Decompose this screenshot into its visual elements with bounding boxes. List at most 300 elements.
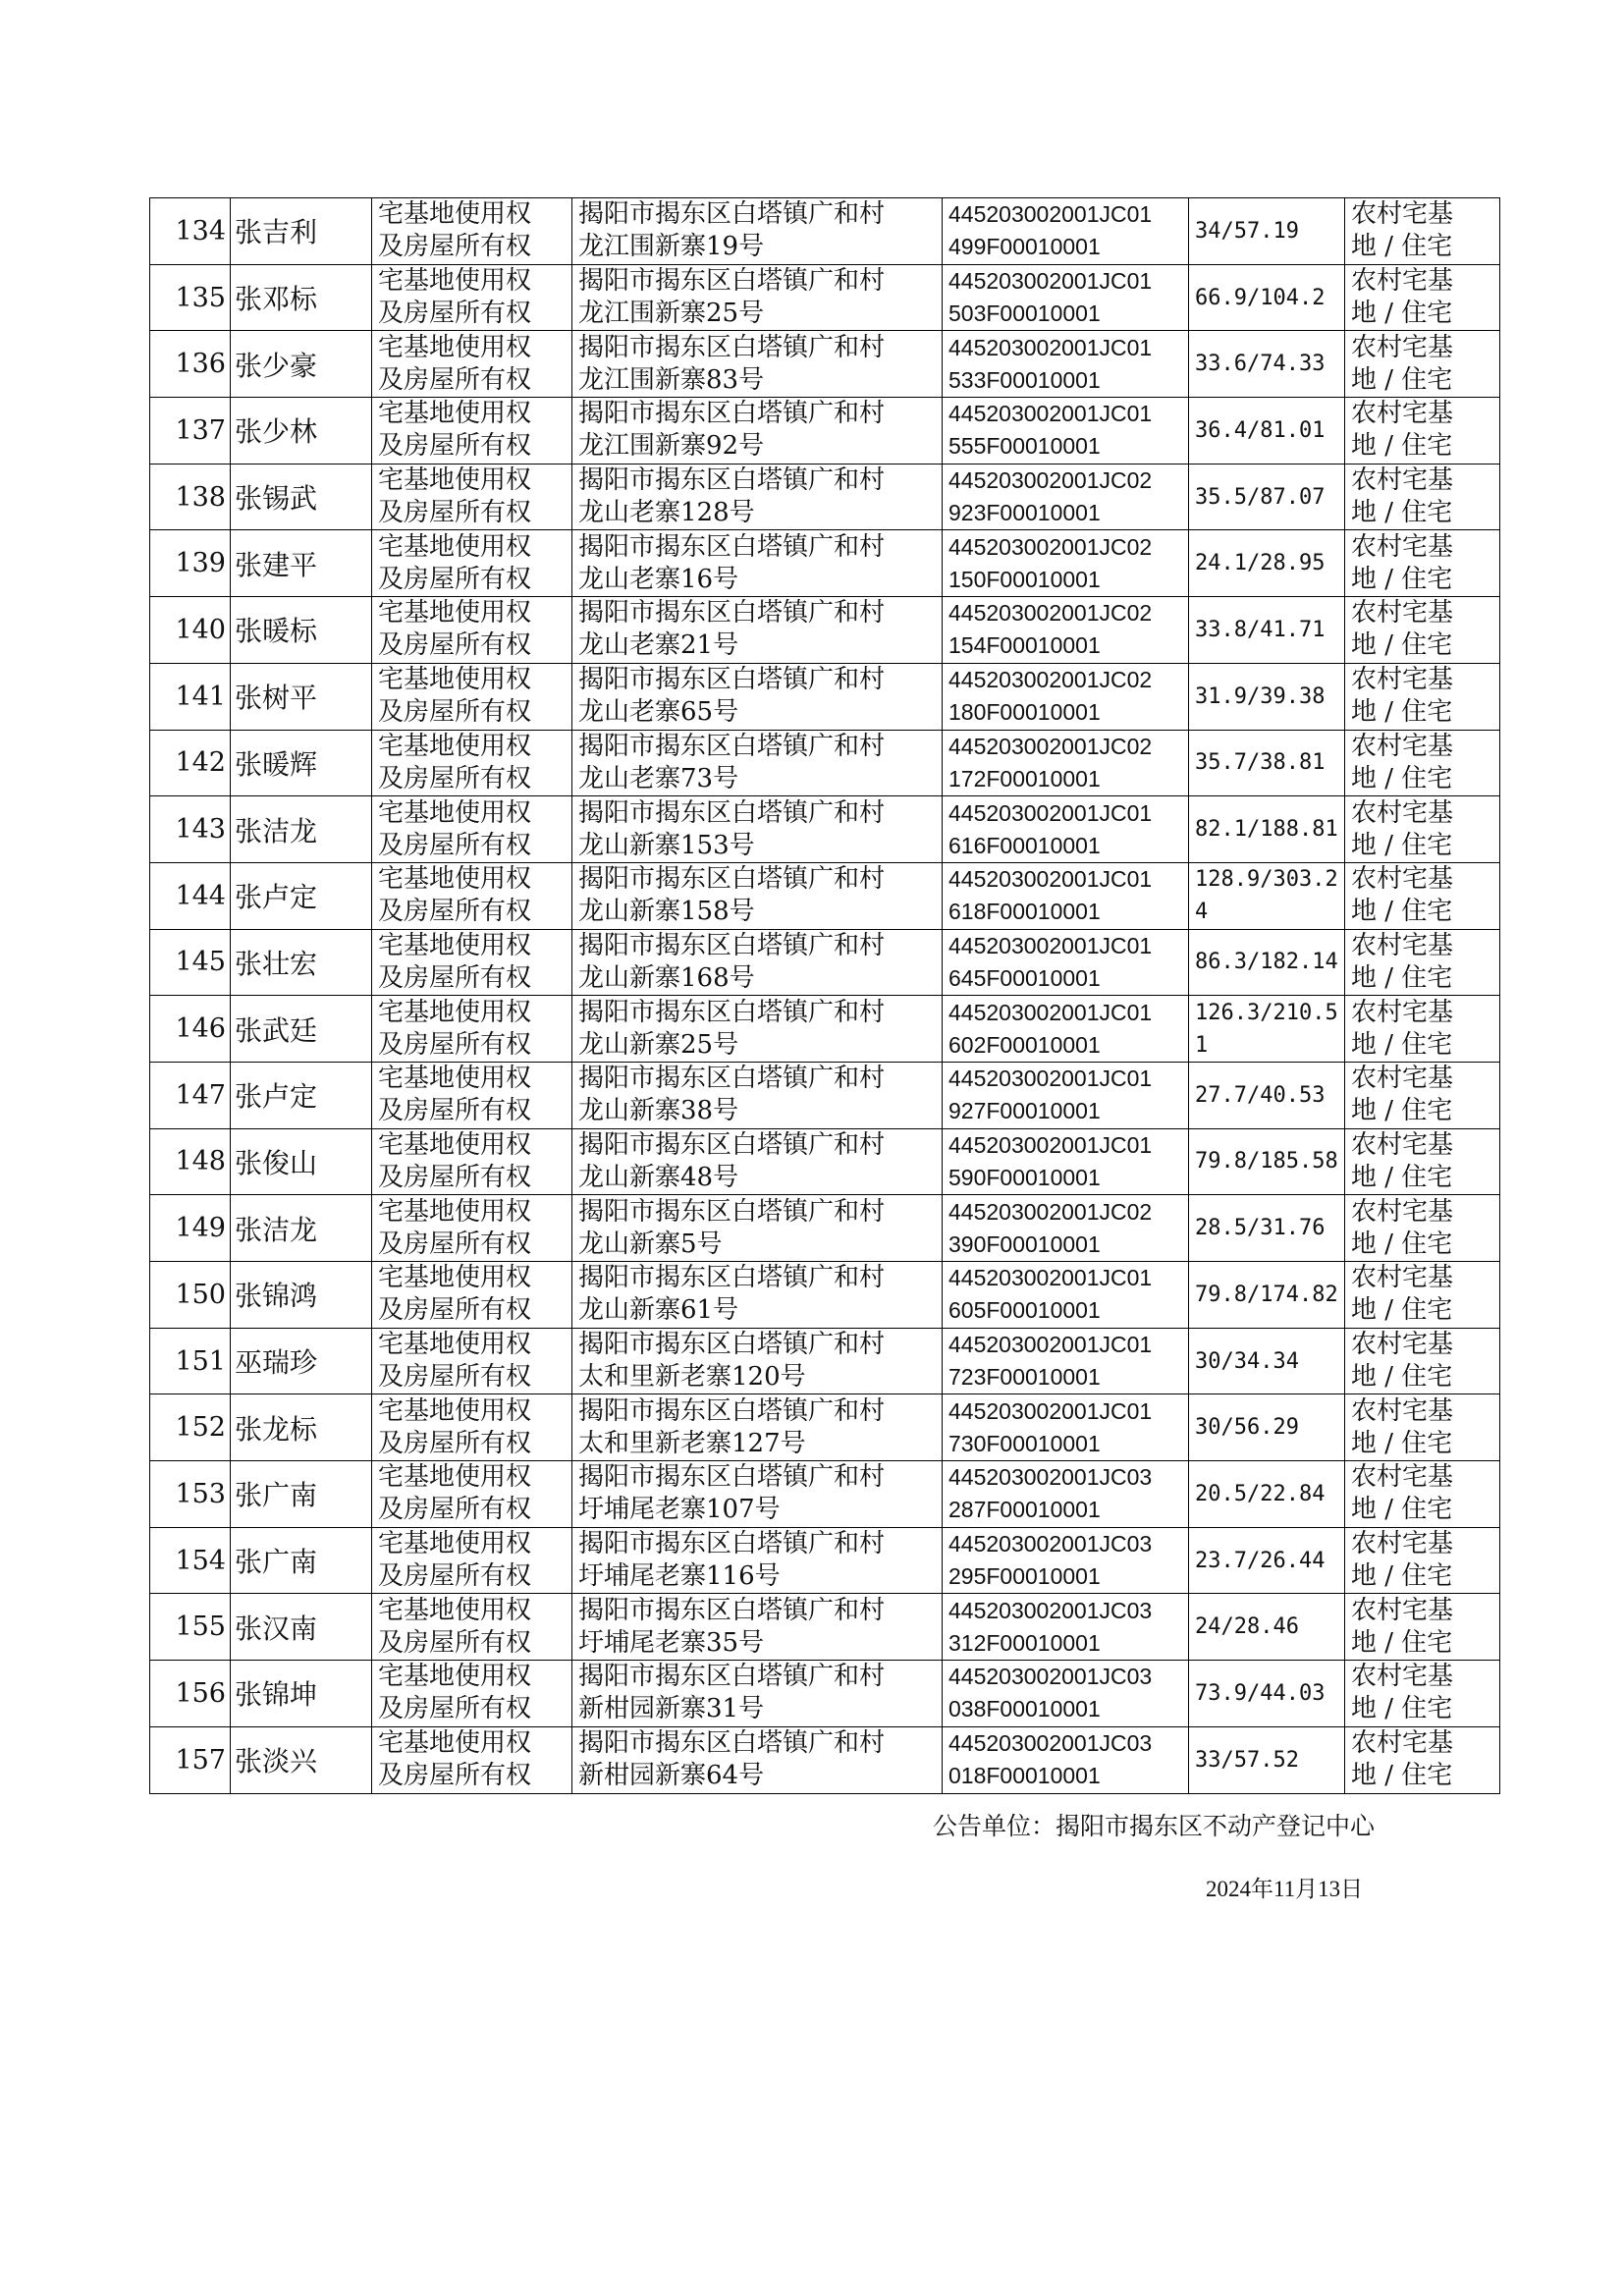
row-number: 150 — [150, 1262, 231, 1329]
land-use-line-2: 地 / 住宅 — [1351, 431, 1453, 462]
address-line-1: 揭阳市揭东区白塔镇广和村 — [578, 332, 886, 362]
table-row — [150, 1262, 1500, 1329]
unit-number — [943, 929, 1189, 996]
land-use — [1345, 663, 1500, 730]
right-type-line-2: 及房屋所有权 — [378, 1229, 532, 1259]
right-type-line-1: 宅基地使用权 — [378, 1395, 532, 1426]
right-type-line-2: 及房屋所有权 — [378, 364, 532, 395]
address-line-2: 龙山新寨5号 — [578, 1229, 723, 1259]
right-type-line-2: 及房屋所有权 — [378, 1495, 532, 1525]
unit-number — [943, 464, 1189, 530]
right-type-line-2: 及房屋所有权 — [378, 962, 532, 993]
land-use — [1345, 1128, 1500, 1195]
land-use-line-1: 农村宅基 — [1351, 1330, 1454, 1360]
right-type — [372, 464, 572, 530]
unit-number-line-2: 927F00010001 — [948, 1098, 1101, 1124]
right-type — [372, 1394, 572, 1461]
table-row — [150, 1128, 1500, 1195]
address-line-1: 揭阳市揭东区白塔镇广和村 — [578, 1595, 886, 1625]
area-value: 128.9/303.24 — [1189, 862, 1345, 929]
right-type-line-2: 及房屋所有权 — [378, 897, 532, 927]
land-use-line-2: 地 / 住宅 — [1351, 564, 1453, 594]
owner-name: 张暖标 — [231, 597, 372, 664]
land-use-line-2: 地 / 住宅 — [1351, 1295, 1453, 1326]
right-type-line-1: 宅基地使用权 — [378, 864, 532, 895]
unit-number-line-1: 445203002001JC03 — [948, 1597, 1153, 1623]
right-type-line-2: 及房屋所有权 — [378, 1162, 532, 1192]
unit-number — [943, 530, 1189, 597]
right-type-line-1: 宅基地使用权 — [378, 731, 532, 761]
owner-name: 张龙标 — [231, 1394, 372, 1461]
owner-name: 张建平 — [231, 530, 372, 597]
right-type — [372, 398, 572, 464]
unit-number — [943, 1661, 1189, 1727]
right-type-line-1: 宅基地使用权 — [378, 797, 532, 828]
right-type — [372, 530, 572, 597]
address-line-2: 龙山新寨38号 — [578, 1096, 739, 1126]
land-use — [1345, 1661, 1500, 1727]
announcing-unit: 公告单位：揭阳市揭东区不动产登记中心 — [933, 1812, 1376, 1840]
property-address — [572, 996, 943, 1063]
right-type-line-1: 宅基地使用权 — [378, 1662, 532, 1692]
row-number: 151 — [150, 1328, 231, 1394]
address-line-2: 龙山老寨65号 — [578, 697, 739, 728]
unit-number-line-1: 445203002001JC01 — [948, 999, 1153, 1025]
row-number: 152 — [150, 1394, 231, 1461]
address-line-1: 揭阳市揭东区白塔镇广和村 — [578, 1330, 886, 1360]
land-use-line-1: 农村宅基 — [1351, 1662, 1454, 1692]
unit-number — [943, 331, 1189, 398]
property-address — [572, 597, 943, 664]
right-type-line-2: 及房屋所有权 — [378, 431, 532, 462]
unit-number-line-2: 533F00010001 — [948, 366, 1101, 393]
table-row — [150, 1527, 1500, 1594]
land-use-line-1: 农村宅基 — [1351, 199, 1454, 230]
land-use-line-2: 地 / 住宅 — [1351, 830, 1453, 860]
area-value: 66.9/104.2 — [1189, 264, 1345, 331]
right-type-line-2: 及房屋所有权 — [378, 697, 532, 728]
owner-name: 张壮宏 — [231, 929, 372, 996]
owner-name: 张广南 — [231, 1461, 372, 1528]
land-use-line-2: 地 / 住宅 — [1351, 962, 1453, 993]
right-type — [372, 264, 572, 331]
table-row — [150, 464, 1500, 530]
land-use-line-1: 农村宅基 — [1351, 399, 1454, 429]
table-row — [150, 1394, 1500, 1461]
unit-number-line-2: 172F00010001 — [948, 765, 1101, 792]
unit-number-line-2: 312F00010001 — [948, 1629, 1101, 1656]
right-type-line-2: 及房屋所有权 — [378, 1362, 532, 1393]
land-use — [1345, 1328, 1500, 1394]
right-type-line-1: 宅基地使用权 — [378, 997, 532, 1027]
property-address — [572, 464, 943, 530]
table-row — [150, 663, 1500, 730]
unit-number — [943, 862, 1189, 929]
address-line-1: 揭阳市揭东区白塔镇广和村 — [578, 199, 886, 230]
address-line-1: 揭阳市揭东区白塔镇广和村 — [578, 1529, 886, 1559]
land-use-line-2: 地 / 住宅 — [1351, 897, 1453, 927]
area-value: 79.8/174.82 — [1189, 1262, 1345, 1329]
area-value: 28.5/31.76 — [1189, 1195, 1345, 1262]
area-value: 73.9/44.03 — [1189, 1661, 1345, 1727]
unit-number-line-1: 445203002001JC01 — [948, 932, 1153, 958]
property-address — [572, 264, 943, 331]
unit-number-line-1: 445203002001JC02 — [948, 1198, 1153, 1225]
address-line-2: 新柑园新寨64号 — [578, 1761, 765, 1791]
owner-name: 张锦坤 — [231, 1661, 372, 1727]
table-row — [150, 398, 1500, 464]
row-number: 145 — [150, 929, 231, 996]
unit-number-line-1: 445203002001JC01 — [948, 866, 1153, 893]
property-address — [572, 929, 943, 996]
right-type-line-1: 宅基地使用权 — [378, 1263, 532, 1293]
land-use-line-2: 地 / 住宅 — [1351, 1162, 1453, 1192]
address-line-2: 太和里新老寨120号 — [578, 1362, 806, 1393]
land-use-line-1: 农村宅基 — [1351, 1728, 1454, 1759]
land-use — [1345, 198, 1500, 265]
land-use-line-2: 地 / 住宅 — [1351, 1029, 1453, 1060]
area-value: 35.5/87.07 — [1189, 464, 1345, 530]
right-type — [372, 198, 572, 265]
owner-name: 张少林 — [231, 398, 372, 464]
right-type — [372, 1262, 572, 1329]
address-line-1: 揭阳市揭东区白塔镇广和村 — [578, 266, 886, 297]
unit-number-line-1: 445203002001JC01 — [948, 799, 1153, 826]
address-line-2: 龙山老寨21号 — [578, 630, 739, 661]
right-type — [372, 1195, 572, 1262]
unit-number-line-2: 605F00010001 — [948, 1297, 1101, 1324]
registration-table — [149, 197, 1500, 1794]
row-number: 153 — [150, 1461, 231, 1528]
right-type-line-1: 宅基地使用权 — [378, 1196, 532, 1227]
unit-number-line-1: 445203002001JC02 — [948, 733, 1153, 759]
area-value: 79.8/185.58 — [1189, 1128, 1345, 1195]
address-line-1: 揭阳市揭东区白塔镇广和村 — [578, 731, 886, 761]
area-value: 82.1/188.81 — [1189, 796, 1345, 863]
property-address — [572, 331, 943, 398]
right-type-line-1: 宅基地使用权 — [378, 1330, 532, 1360]
land-use-line-2: 地 / 住宅 — [1351, 1627, 1453, 1658]
table-row — [150, 1195, 1500, 1262]
owner-name: 张卢定 — [231, 862, 372, 929]
land-use — [1345, 1594, 1500, 1661]
right-type — [372, 1527, 572, 1594]
right-type-line-2: 及房屋所有权 — [378, 564, 532, 594]
right-type — [372, 1661, 572, 1727]
address-line-1: 揭阳市揭东区白塔镇广和村 — [578, 864, 886, 895]
unit-number — [943, 996, 1189, 1063]
table-row — [150, 796, 1500, 863]
land-use — [1345, 929, 1500, 996]
land-use-line-1: 农村宅基 — [1351, 864, 1454, 895]
property-address — [572, 1262, 943, 1329]
table-row — [150, 597, 1500, 664]
land-use — [1345, 264, 1500, 331]
row-number: 155 — [150, 1594, 231, 1661]
land-use-line-1: 农村宅基 — [1351, 731, 1454, 761]
property-address — [572, 398, 943, 464]
unit-number-line-2: 295F00010001 — [948, 1563, 1101, 1590]
table-row — [150, 530, 1500, 597]
right-type — [372, 862, 572, 929]
land-use-line-1: 农村宅基 — [1351, 1196, 1454, 1227]
unit-number-line-1: 445203002001JC03 — [948, 1730, 1153, 1757]
unit-number — [943, 730, 1189, 796]
row-number: 141 — [150, 663, 231, 730]
land-use — [1345, 730, 1500, 796]
land-use-line-1: 农村宅基 — [1351, 665, 1454, 695]
right-type — [372, 730, 572, 796]
unit-number-line-2: 618F00010001 — [948, 899, 1101, 925]
area-value: 33/57.52 — [1189, 1726, 1345, 1793]
unit-number-line-1: 445203002001JC03 — [948, 1664, 1153, 1690]
right-type — [372, 796, 572, 863]
address-line-2: 圩埔尾老寨35号 — [578, 1627, 765, 1658]
property-address — [572, 730, 943, 796]
unit-number-line-1: 445203002001JC01 — [948, 334, 1153, 360]
address-line-2: 龙山新寨25号 — [578, 1029, 739, 1060]
land-use-line-1: 农村宅基 — [1351, 1529, 1454, 1559]
owner-name: 张吉利 — [231, 198, 372, 265]
row-number: 135 — [150, 264, 231, 331]
unit-number — [943, 1461, 1189, 1528]
table-row — [150, 862, 1500, 929]
property-address — [572, 1726, 943, 1793]
unit-number-line-2: 154F00010001 — [948, 632, 1101, 659]
property-address — [572, 530, 943, 597]
area-value: 30/34.34 — [1189, 1328, 1345, 1394]
land-use-line-2: 地 / 住宅 — [1351, 498, 1453, 528]
property-address — [572, 1062, 943, 1128]
address-line-1: 揭阳市揭东区白塔镇广和村 — [578, 997, 886, 1027]
unit-number-line-1: 445203002001JC01 — [948, 1265, 1153, 1291]
area-value: 20.5/22.84 — [1189, 1461, 1345, 1528]
unit-number-line-2: 503F00010001 — [948, 301, 1101, 327]
row-number: 146 — [150, 996, 231, 1063]
unit-number-line-2: 730F00010001 — [948, 1430, 1101, 1456]
land-use — [1345, 1726, 1500, 1793]
right-type-line-1: 宅基地使用权 — [378, 1129, 532, 1160]
address-line-1: 揭阳市揭东区白塔镇广和村 — [578, 1662, 886, 1692]
address-line-1: 揭阳市揭东区白塔镇广和村 — [578, 1064, 886, 1094]
unit-number-line-2: 723F00010001 — [948, 1364, 1101, 1391]
right-type — [372, 597, 572, 664]
land-use — [1345, 1394, 1500, 1461]
address-line-1: 揭阳市揭东区白塔镇广和村 — [578, 598, 886, 628]
unit-number — [943, 1062, 1189, 1128]
owner-name: 张树平 — [231, 663, 372, 730]
owner-name: 张洁龙 — [231, 796, 372, 863]
owner-name: 张洁龙 — [231, 1195, 372, 1262]
land-use — [1345, 862, 1500, 929]
owner-name: 张卢定 — [231, 1062, 372, 1128]
unit-number-line-2: 150F00010001 — [948, 566, 1101, 592]
land-use — [1345, 1527, 1500, 1594]
unit-number — [943, 264, 1189, 331]
land-use-line-2: 地 / 住宅 — [1351, 1761, 1453, 1791]
land-use-line-1: 农村宅基 — [1351, 797, 1454, 828]
right-type — [372, 1461, 572, 1528]
table-row — [150, 198, 1500, 265]
address-line-1: 揭阳市揭东区白塔镇广和村 — [578, 531, 886, 562]
unit-number-line-1: 445203002001JC02 — [948, 667, 1153, 693]
table-row — [150, 1726, 1500, 1793]
owner-name: 张少豪 — [231, 331, 372, 398]
land-use-line-1: 农村宅基 — [1351, 1395, 1454, 1426]
land-use-line-1: 农村宅基 — [1351, 1064, 1454, 1094]
area-value: 35.7/38.81 — [1189, 730, 1345, 796]
row-number: 154 — [150, 1527, 231, 1594]
land-use-line-2: 地 / 住宅 — [1351, 763, 1453, 793]
address-line-2: 圩埔尾老寨116号 — [578, 1561, 781, 1592]
right-type-line-1: 宅基地使用权 — [378, 1728, 532, 1759]
property-address — [572, 1661, 943, 1727]
land-use-line-1: 农村宅基 — [1351, 1595, 1454, 1625]
address-line-1: 揭阳市揭东区白塔镇广和村 — [578, 1263, 886, 1293]
address-line-2: 龙山新寨61号 — [578, 1295, 739, 1326]
address-line-1: 揭阳市揭东区白塔镇广和村 — [578, 797, 886, 828]
address-line-1: 揭阳市揭东区白塔镇广和村 — [578, 930, 886, 960]
area-value: 34/57.19 — [1189, 198, 1345, 265]
right-type-line-1: 宅基地使用权 — [378, 199, 532, 230]
land-use — [1345, 1461, 1500, 1528]
announcement-date: 2024年11月13日 — [1206, 1877, 1364, 1901]
area-value: 31.9/39.38 — [1189, 663, 1345, 730]
address-line-2: 龙山新寨48号 — [578, 1162, 739, 1192]
address-line-2: 新柑园新寨31号 — [578, 1694, 765, 1724]
table-row — [150, 1062, 1500, 1128]
right-type — [372, 1062, 572, 1128]
row-number: 142 — [150, 730, 231, 796]
land-use-line-2: 地 / 住宅 — [1351, 1561, 1453, 1592]
right-type-line-1: 宅基地使用权 — [378, 1064, 532, 1094]
right-type-line-1: 宅基地使用权 — [378, 1462, 532, 1493]
right-type-line-2: 及房屋所有权 — [378, 1096, 532, 1126]
unit-number-line-1: 445203002001JC02 — [948, 600, 1153, 627]
land-use — [1345, 996, 1500, 1063]
owner-name: 张武廷 — [231, 996, 372, 1063]
unit-number-line-2: 499F00010001 — [948, 234, 1101, 260]
unit-number-line-2: 590F00010001 — [948, 1164, 1101, 1190]
land-use-line-1: 农村宅基 — [1351, 930, 1454, 960]
land-use-line-2: 地 / 住宅 — [1351, 1096, 1453, 1126]
owner-name: 张锦鸿 — [231, 1262, 372, 1329]
address-line-2: 龙江围新寨83号 — [578, 364, 765, 395]
address-line-1: 揭阳市揭东区白塔镇广和村 — [578, 399, 886, 429]
land-use-line-2: 地 / 住宅 — [1351, 630, 1453, 661]
owner-name: 张邓标 — [231, 264, 372, 331]
unit-number — [943, 1726, 1189, 1793]
land-use-line-1: 农村宅基 — [1351, 1263, 1454, 1293]
row-number: 143 — [150, 796, 231, 863]
land-use-line-2: 地 / 住宅 — [1351, 1229, 1453, 1259]
land-use-line-1: 农村宅基 — [1351, 1129, 1454, 1160]
address-line-1: 揭阳市揭东区白塔镇广和村 — [578, 1728, 886, 1759]
land-use — [1345, 796, 1500, 863]
row-number: 157 — [150, 1726, 231, 1793]
land-use-line-1: 农村宅基 — [1351, 465, 1454, 496]
address-line-2: 龙山老寨73号 — [578, 763, 739, 793]
table-row — [150, 1661, 1500, 1727]
right-type — [372, 1128, 572, 1195]
land-use-line-1: 农村宅基 — [1351, 266, 1454, 297]
owner-name: 张汉南 — [231, 1594, 372, 1661]
land-use — [1345, 530, 1500, 597]
land-use — [1345, 331, 1500, 398]
table-body — [150, 198, 1500, 1794]
property-address — [572, 862, 943, 929]
area-value: 33.6/74.33 — [1189, 331, 1345, 398]
unit-number — [943, 1394, 1189, 1461]
area-value: 23.7/26.44 — [1189, 1527, 1345, 1594]
owner-name: 张暖辉 — [231, 730, 372, 796]
table-row — [150, 1461, 1500, 1528]
property-address — [572, 796, 943, 863]
right-type-line-2: 及房屋所有权 — [378, 763, 532, 793]
land-use — [1345, 398, 1500, 464]
address-line-2: 龙山新寨153号 — [578, 830, 755, 860]
right-type-line-1: 宅基地使用权 — [378, 1529, 532, 1559]
unit-number — [943, 597, 1189, 664]
land-use-line-2: 地 / 住宅 — [1351, 364, 1453, 395]
land-use — [1345, 1062, 1500, 1128]
area-value: 126.3/210.51 — [1189, 996, 1345, 1063]
right-type-line-2: 及房屋所有权 — [378, 830, 532, 860]
property-address — [572, 1461, 943, 1528]
property-address — [572, 1195, 943, 1262]
owner-name: 张淡兴 — [231, 1726, 372, 1793]
unit-number-line-1: 445203002001JC01 — [948, 1131, 1153, 1158]
land-use-line-2: 地 / 住宅 — [1351, 697, 1453, 728]
land-use — [1345, 597, 1500, 664]
right-type-line-1: 宅基地使用权 — [378, 332, 532, 362]
address-line-2: 龙江围新寨19号 — [578, 232, 765, 262]
unit-number-line-2: 038F00010001 — [948, 1696, 1101, 1722]
right-type-line-2: 及房屋所有权 — [378, 1761, 532, 1791]
property-address — [572, 1527, 943, 1594]
unit-number — [943, 198, 1189, 265]
unit-number-line-2: 555F00010001 — [948, 433, 1101, 460]
land-use-line-2: 地 / 住宅 — [1351, 1428, 1453, 1458]
address-line-1: 揭阳市揭东区白塔镇广和村 — [578, 1395, 886, 1426]
land-use — [1345, 1195, 1500, 1262]
address-line-2: 龙江围新寨25号 — [578, 299, 765, 329]
table-row — [150, 996, 1500, 1063]
land-use-line-1: 农村宅基 — [1351, 1462, 1454, 1493]
address-line-2: 太和里新老寨127号 — [578, 1428, 806, 1458]
unit-number — [943, 1328, 1189, 1394]
land-use-line-2: 地 / 住宅 — [1351, 1495, 1453, 1525]
row-number: 144 — [150, 862, 231, 929]
owner-name: 张广南 — [231, 1527, 372, 1594]
address-line-1: 揭阳市揭东区白塔镇广和村 — [578, 1462, 886, 1493]
unit-number — [943, 796, 1189, 863]
table-row — [150, 331, 1500, 398]
row-number: 138 — [150, 464, 231, 530]
right-type-line-2: 及房屋所有权 — [378, 498, 532, 528]
property-address — [572, 1394, 943, 1461]
unit-number-line-2: 616F00010001 — [948, 832, 1101, 858]
address-line-2: 龙山老寨16号 — [578, 564, 739, 594]
right-type — [372, 929, 572, 996]
right-type-line-1: 宅基地使用权 — [378, 531, 532, 562]
area-value: 30/56.29 — [1189, 1394, 1345, 1461]
row-number: 134 — [150, 198, 231, 265]
unit-number-line-1: 445203002001JC02 — [948, 467, 1153, 494]
right-type-line-2: 及房屋所有权 — [378, 1295, 532, 1326]
table-row — [150, 929, 1500, 996]
right-type — [372, 1328, 572, 1394]
